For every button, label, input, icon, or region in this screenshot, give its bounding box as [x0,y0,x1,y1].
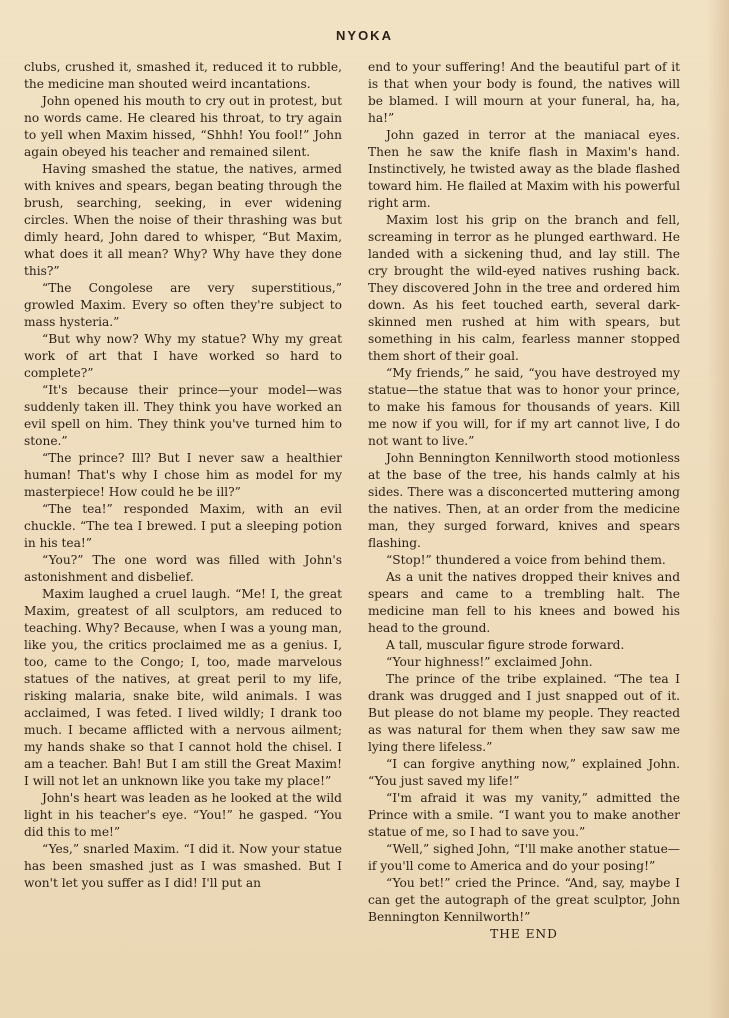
paragraph: “The prince? Ill? But I never saw a healthier human! That's why I chose him as model for my masterpiece! How could he be ill?” [24,451,342,499]
paragraph: clubs, crushed it, smashed it, reduced it to rubble, the medicine man shouted weird incantations. [24,60,342,91]
paragraph: “Yes,” snarled Maxim. “I did it. Now your statue has been smashed just as I was smashed. But I won't let you suffer as I did! I'll put an [24,842,342,890]
paragraph: end to your suffering! And the beautiful part of it is that when your body is found, the natives will be blamed. I will mourn at your funeral, ha, ha, ha!” [368,60,680,125]
paragraph: A tall, muscular figure strode forward. [386,638,625,652]
paragraph: As a unit the natives dropped their knives and spears and came to a trembling halt. The medicine man fell to his knees and bowed his head to the ground. [368,570,680,635]
paragraph: “My friends,” he said, “you have destroyed my statue—the statue that was to honor your prince, to make his famous for thousands of years. Kill me now if you will, for if my art cannot live, I do not want to live.” [368,366,680,448]
paragraph: “The tea!” responded Maxim, with an evil chuckle. “The tea I brewed. I put a sleeping potion in his tea!” [24,502,342,550]
paragraph: “I can forgive anything now,” explained John. “You just saved my life!” [368,757,680,788]
story-end-marker: THE END [490,927,558,941]
paragraph: “Well,” sighed John, “I'll make another statue—if you'll come to America and do your posing!” [368,842,680,873]
paragraph: “The Congolese are very superstitious,” growled Maxim. Every so often they're subject to mass hysteria.” [24,281,342,329]
paragraph: Having smashed the statue, the natives, armed with knives and spears, began beating through the brush, searching, seeking, in ever widening circles. When the noise of their thrashing was but dimly heard, John dared to whisper, “But Maxim, what does it all mean? Why? Why have they done this?” [24,162,342,278]
right-text-column [368,59,680,943]
paragraph: Maxim lost his grip on the branch and fell, screaming in terror as he plunged earthward. He landed with a sickening thud, and lay still. The cry brought the wild-eyed natives rushing back. They discovered John in the tree and ordered him down. As his feet touched earth, several dark-skinned men rushed at him with spears, but something in his calm, fearless manner stopped them short of their goal. [368,213,680,363]
page-edge-shadow [707,0,729,1018]
paragraph: John Bennington Kennilworth stood motionless at the base of the tree, his hands calmly at his sides. There was a disconcerted muttering among the natives. Then, at an order from the medicine man, they surged forward, knives and spears flashing. [368,451,680,550]
paragraph: John gazed in terror at the maniacal eyes. Then he saw the knife flash in Maxim's hand. Instinctively, he twisted away as the blade flashed toward him. He flailed at Maxim with his powerful right arm. [368,128,680,210]
paragraph: “You?” The one word was filled with John's astonishment and disbelief. [24,553,342,584]
paragraph: The prince of the tribe explained. “The tea I drank was drugged and I just snapped out of it. But please do not blame my people. They reacted as was natural for them when they saw saw me lying there lifeless.” [368,672,680,754]
paragraph: “I'm afraid it was my vanity,” admitted the Prince with a smile. “I want you to make another statue of me, so I had to save you.” [368,791,680,839]
paragraph: John's heart was leaden as he looked at the wild light in his teacher's eye. “You!” he gasped. “You did this to me!” [24,791,342,839]
paragraph: “It's because their prince—your model—was suddenly taken ill. They think you have worked an evil spell on him. They think you've turned him to stone.” [24,383,342,448]
paragraph: “Your highness!” exclaimed John. [386,655,593,669]
paragraph: John opened his mouth to cry out in protest, but no words came. He cleared his throat, to try again to yell when Maxim hissed, “Shhh! You fool!” John again obeyed his teacher and remained silent. [24,94,342,159]
left-text-column [24,59,342,892]
paragraph: “But why now? Why my statue? Why my great work of art that I have worked so hard to complete?” [24,332,342,380]
page-header-title: NYOKA [336,28,393,43]
paragraph: “You bet!” cried the Prince. “And, say, maybe I can get the autograph of the great sculptor, John Bennington Kennilworth!” [368,876,680,924]
paragraph: Maxim laughed a cruel laugh. “Me! I, the great Maxim, greatest of all sculptors, am reduced to teaching. Why? Because, when I was a young man, like you, the critics proclaimed me as a genius. I, too, came to the Congo; I, too, made marvelous statues of the natives, at great peril to my life, risking malaria, snake bite, wild animals. I was acclaimed, I was feted. I lived wildly; I drank too much. I became afflicted with a nervous ailment; my hands shake so that I cannot hold the chisel. I am a teacher. Bah! But I am still the Great Maxim! I will not let an unknown like you take my place!” [24,587,342,788]
paragraph: “Stop!” thundered a voice from behind them. [386,553,666,567]
